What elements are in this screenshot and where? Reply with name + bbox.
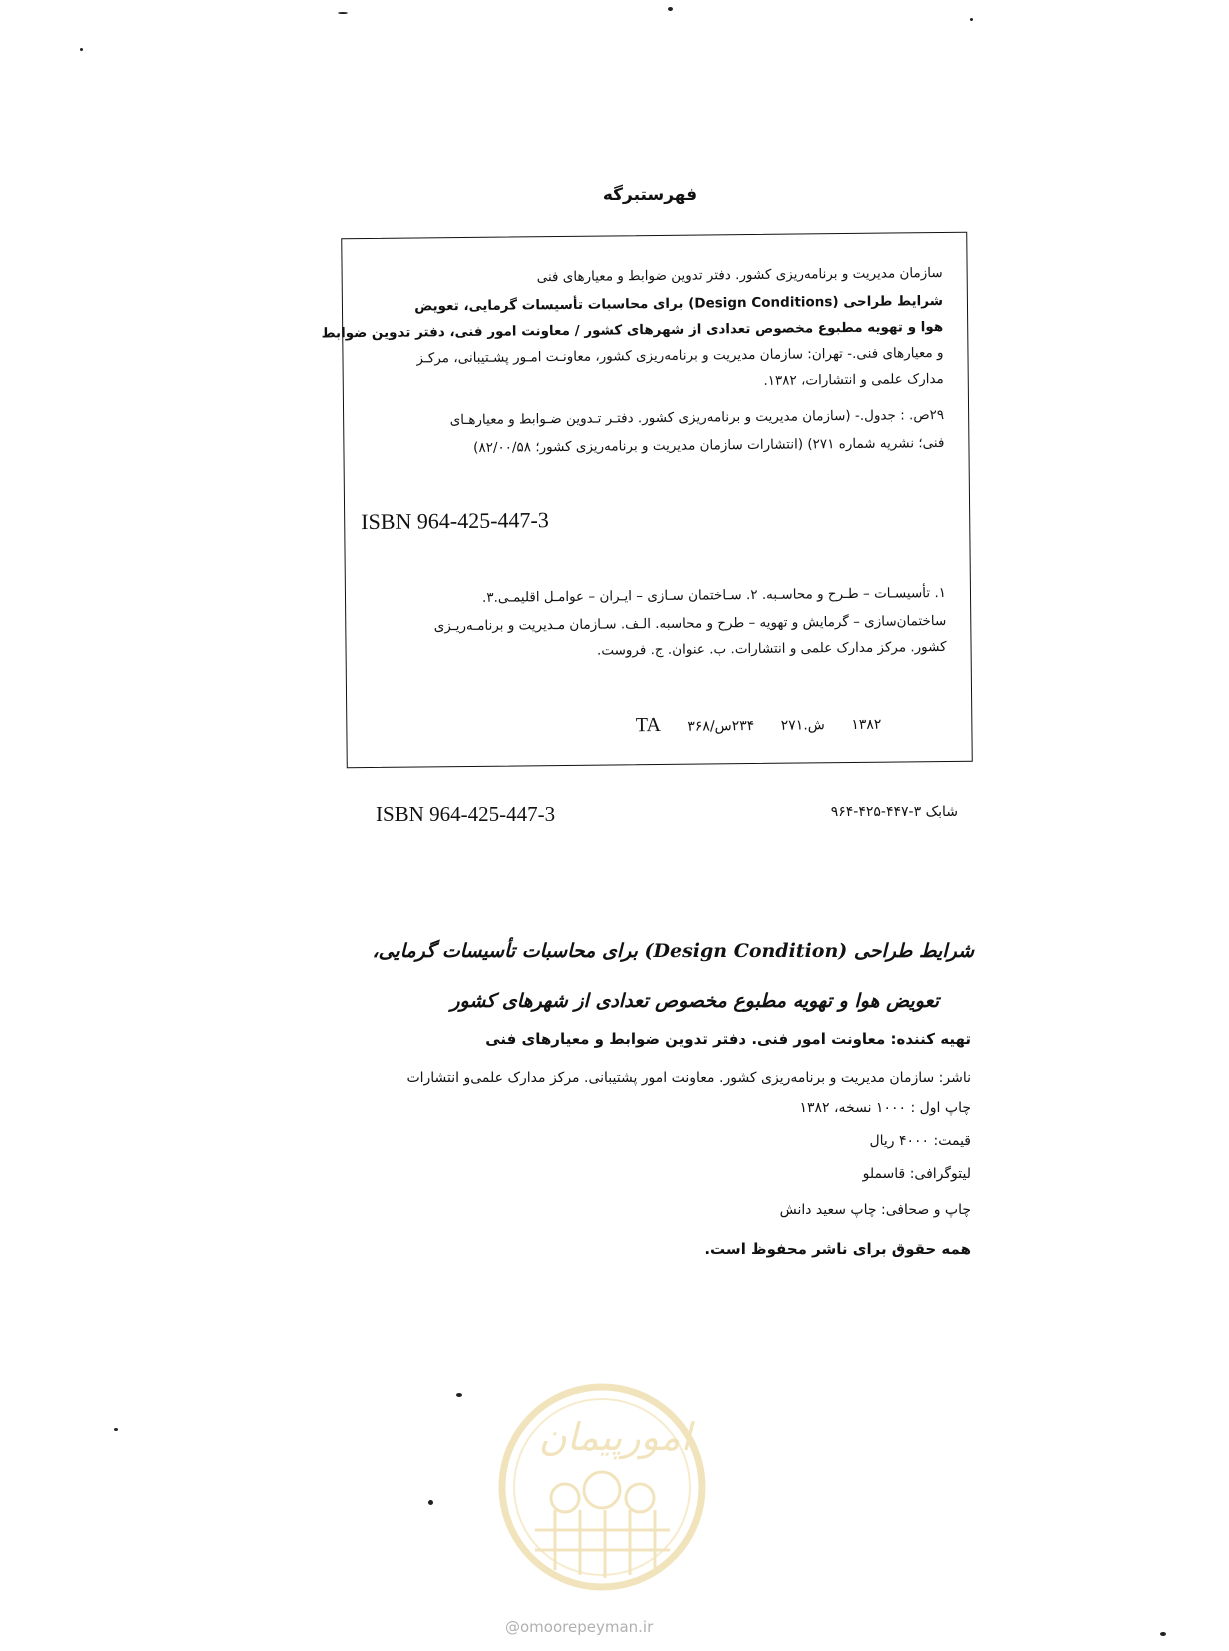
book-title-line-1: شرایط طراحی (Design Condition) برای محاسبات تأسیسات گرمایی، (372, 940, 974, 962)
class-year: ۱۳۸۲ (851, 716, 882, 733)
cip-line-3: هوا و تهویه مطبوع مخصوص تعدادی از شهرهای کشور / معاونت امور فنی، دفتر تدوین ضوابط (321, 318, 944, 342)
price: قیمت: ۴۰۰۰ ریال (869, 1133, 971, 1149)
lithography: لیتوگرافی: قاسملو (862, 1166, 971, 1182)
class-ta: TA (635, 713, 661, 737)
classification-line (614, 712, 882, 738)
cip-line-8: ۱. تأسیسـات – طـرح و محاسـبه. ۲. سـاختمان سـازی – ایـران – عوامـل اقلیمـی.۳. (481, 584, 947, 606)
scan-speck (456, 1393, 462, 1397)
rights-notice: همه حقوق برای ناشر محفوظ است. (704, 1240, 971, 1258)
class-series: ش.۲۷۱ (780, 717, 825, 734)
book-title-line-2: تعویض هوا و تهویه مطبوع مخصوص تعدادی از شهرهای کشور (450, 990, 939, 1012)
cip-isbn: ISBN 964-425-447-3 (361, 507, 549, 535)
class-number: ۲۳۴س/۳۶۸ (687, 717, 755, 735)
watermark-logo-text: امورپیمان (538, 1415, 692, 1459)
cip-line-6: ۲۹ص. : جدول.- (سازمان مدیریت و برنامه‌ریزی کشور. دفتـر تـدوین ضـوابط و معیارهـای (449, 406, 945, 429)
watermark-logo (495, 1380, 710, 1595)
cip-line-10: کشور. مرکز مدارک علمی و انتشارات. ب. عنوان. ج. فروست. (596, 638, 947, 659)
cip-line-2: شرایط طراحی (Design Conditions) برای محاسبات تأسیسات گرمایی، تعویض (414, 292, 944, 315)
page-heading: فهرستبرگه (602, 185, 698, 205)
scan-speck (668, 7, 673, 11)
printing: چاپ و صحافی: چاپ سعید دانش (779, 1202, 971, 1218)
cip-line-5: مدارک علمی و انتشارات، ۱۳۸۲. (763, 370, 944, 389)
isbn-persian: شابک ۳-۴۴۷-۴۲۵-۹۶۴ (830, 804, 958, 820)
scan-speck (80, 48, 83, 51)
scan-speck (338, 12, 348, 14)
isbn-latin: ISBN 964-425-447-3 (376, 802, 556, 826)
publisher: ناشر: سازمان مدیریت و برنامه‌ریزی کشور. معاونت امور پشتیبانی. مرکز مدارک علمی‌و انتشارات (406, 1070, 971, 1086)
scan-speck (428, 1500, 433, 1505)
cip-line-1: سازمان مدیریت و برنامه‌ریزی کشور. دفتر تدوین ضوابط و معیارهای فنی (536, 264, 943, 286)
scan-speck (970, 18, 973, 21)
scan-speck (1160, 1632, 1166, 1636)
preparer: تهیه کننده: معاونت امور فنی. دفتر تدوین ضوابط و معیارهای فنی (485, 1030, 971, 1048)
cip-line-9: ساختمان‌سازی – گرمایش و تهویه – طرح و محاسبه. الـف. سـازمان مـدیریت و برنامـه‌ریـزی (433, 612, 947, 635)
watermark-site-text: @omoorepeyman.ir (505, 1618, 654, 1636)
cataloging-box (321, 232, 973, 769)
cip-line-7: فنی؛ نشریه شماره ۲۷۱) (انتشارات سازمان مدیریت و برنامه‌ریزی کشور؛ ۸۲/۰۰/۵۸) (473, 434, 945, 456)
scan-speck (114, 1428, 118, 1431)
edition: چاپ اول : ۱۰۰۰ نسخه، ۱۳۸۲ (799, 1100, 971, 1116)
cip-line-4: و معیارهای فنی.- تهران: سازمان مدیریت و برنامه‌ریزی کشور، معاونـت امـور پشـتیبانی، مرکـز (416, 344, 944, 367)
